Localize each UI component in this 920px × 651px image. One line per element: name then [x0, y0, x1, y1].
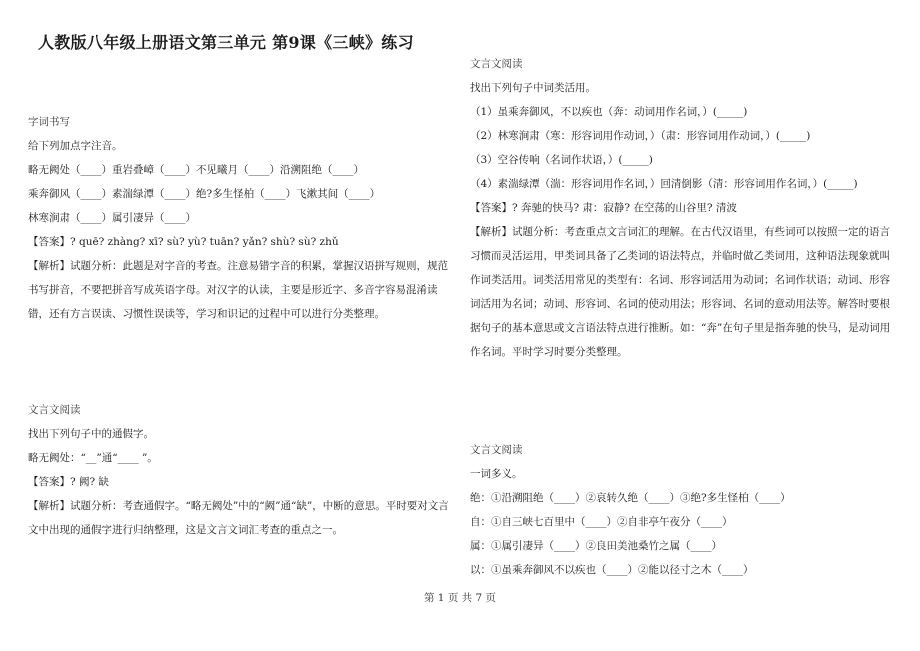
question-line: 略无阙处（____）重岩叠嶂（____）不见曦月（____）沿溯阻绝（____）: [28, 164, 364, 176]
question-line: （4）素湍绿潭（湍：形容词用作名词，）回清倒影（清：形容词用作名词，）(_____): [470, 178, 858, 190]
page-number: 第 1 页 共 7 页: [423, 592, 497, 604]
question-line: 乘奔御风（____）素湍绿潭（____）绝?多生怪柏（____）飞漱其间（____）: [28, 188, 381, 200]
answer-line: 【答案】? 奔驰的快马? 肃：寂静? 在空荡的山谷里? 清波: [470, 202, 737, 214]
question-line: （1）虽乘奔御风，不以疾也（奔：动词用作名词，）(_____): [470, 106, 748, 118]
question-line: 略无阙处：“__”通“____ ”。: [28, 452, 158, 464]
section-word-class-usage: [470, 52, 900, 364]
question-instruction: 一词多义。: [470, 468, 523, 480]
analysis-paragraph: 【解析】试题分析：考查通假字。“略无阙处”中的“阙”通“缺”，中断的意思。平时要对文言文中出现的通假字进行归纳整理，这是文言文词汇考查的重点之一。: [28, 500, 449, 536]
section-tongjiazi: [28, 398, 458, 542]
section-heading: 字词书写: [28, 116, 70, 128]
section-heading: 文言文阅读: [470, 58, 523, 70]
question-line: 属：①属引凄异（____）②良田美池桑竹之属（____）: [470, 540, 722, 552]
question-line: （3）空谷传响（名词作状语，）(_____): [470, 154, 653, 166]
answer-line: 【答案】? 阙? 缺: [28, 476, 109, 488]
section-heading: 文言文阅读: [28, 404, 81, 416]
section-polysemy: [470, 438, 900, 582]
question-instruction: 找出下列句子中的通假字。: [28, 428, 154, 440]
question-line: （2）林寒涧肃（寒：形容词用作动词，）（肃：形容词用作动词，）(_____): [470, 130, 811, 142]
page-title: 人教版八年级上册语文第三单元 第9课《三峡》练习: [38, 33, 414, 52]
analysis-paragraph: 【解析】试题分析：此题是对字音的考查。注意易错字音的积累，掌握汉语拼写规则，规范书写拼音，不要把拼音写成英语字母。对汉字的认读，主要是形近字、多音字容易混淆读错，还有方言误读、习惯性误读等，学习和识记的过程中可以进行分类整理。: [28, 260, 448, 320]
question-line: 绝：①沿溯阻绝（____）②哀转久绝（____）③绝?多生怪柏（____）: [470, 492, 791, 504]
answer-line: 【答案】? quē? zhàng? xī? sù? yù? tuān? yǎn? shù? sù? zhǔ: [28, 236, 339, 248]
question-line: 自：①自三峡七百里中（____）②自非亭午夜分（____）: [470, 516, 733, 528]
analysis-paragraph: 【解析】试题分析：考查重点文言词汇的理解。在古代汉语里，有些词可以按照一定的语言习惯而灵活运用，甲类词具备了乙类词的语法特点，并临时做乙类词用，这种语法现象就叫作词类活用。词类活用常见的类型有：名词、形容词活用为动词；名词作状语；动词、形容词活用为名词；动词、形容词、名词的使动用法；形容词、名词的意动用法等。解答时要根据句子的基本意思或文言语法特点进行推断。如：“奔”在句子里是指奔驰的快马，是动词用作名词。平时学习时要分类整理。: [470, 226, 891, 358]
section-character-writing: [28, 110, 458, 326]
question-line: 以：①虽乘奔御风不以疾也（____）②能以径寸之木（____）: [470, 564, 754, 576]
question-instruction: 给下列加点字注音。: [28, 140, 123, 152]
question-instruction: 找出下列句子中词类活用。: [470, 82, 596, 94]
section-heading: 文言文阅读: [470, 444, 523, 456]
question-line: 林寒涧肃（____）属引凄异（____）: [28, 212, 196, 224]
